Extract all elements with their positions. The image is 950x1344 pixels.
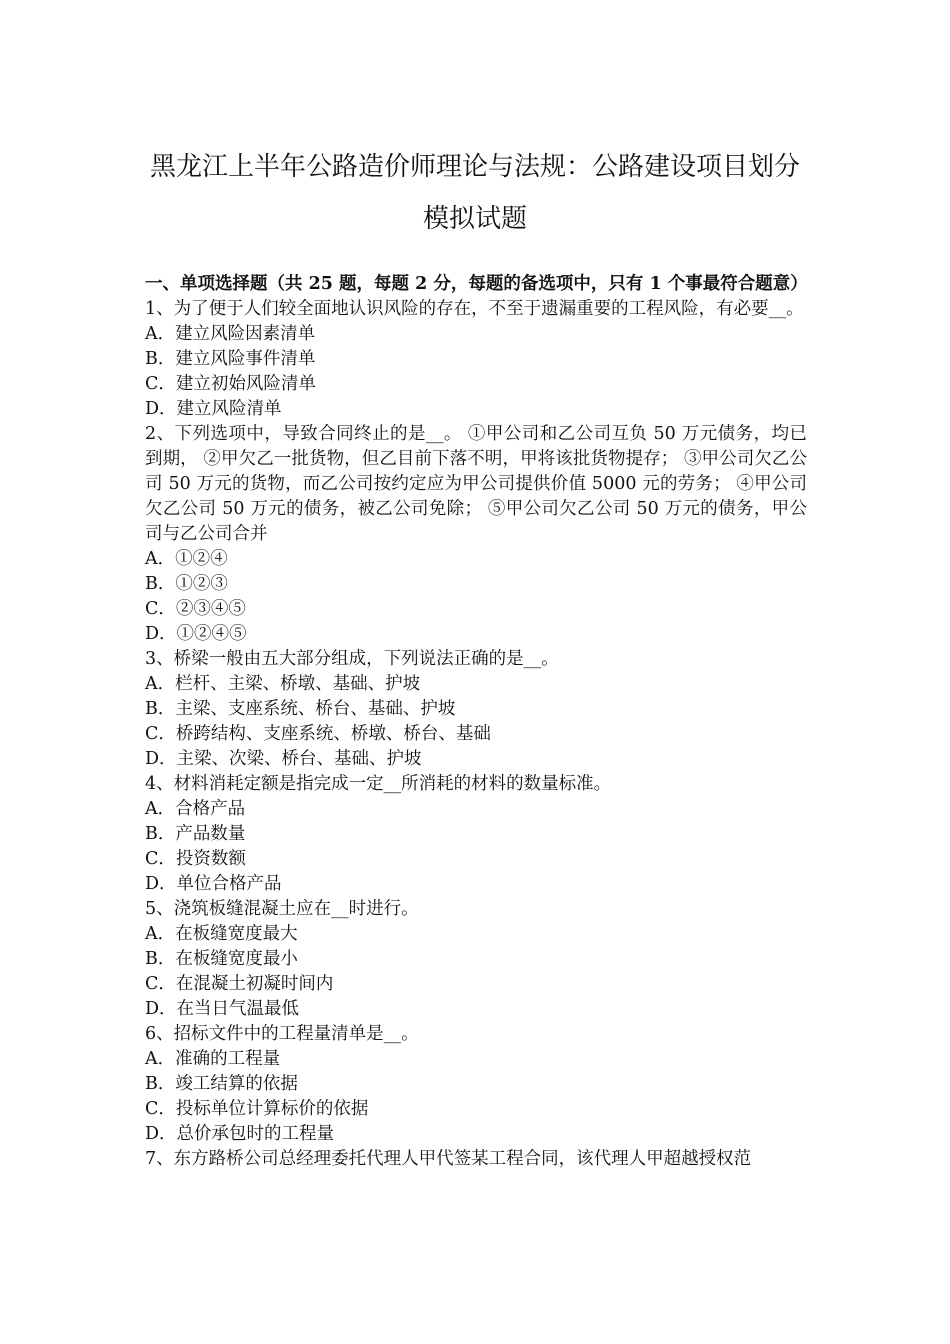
question-4	[145, 772, 807, 897]
question-text: 1、为了便于人们较全面地认识风险的存在，不至于遗漏重要的工程风险，有必要__。	[145, 299, 804, 319]
document-body	[145, 272, 807, 1172]
document-title-line-2: 模拟试题	[422, 204, 527, 234]
option-d: D．在当日气温最低	[145, 999, 300, 1019]
option-a: A．①②④	[145, 549, 228, 569]
option-b: B．①②③	[145, 574, 228, 594]
option-b: B．主梁、支座系统、桥台、基础、护坡	[145, 699, 456, 719]
option-c: C．②③④⑤	[145, 599, 246, 619]
option-a: A．准确的工程量	[145, 1049, 281, 1069]
question-2	[145, 422, 807, 647]
option-d: D．主梁、次梁、桥台、基础、护坡	[145, 749, 422, 769]
question-6	[145, 1022, 807, 1147]
option-c: C．在混凝土初凝时间内	[145, 974, 334, 994]
option-a: A．栏杆、主梁、桥墩、基础、护坡	[145, 674, 421, 694]
option-a: A．建立风险因素清单	[145, 324, 316, 344]
question-3	[145, 647, 807, 772]
option-d: D．总价承包时的工程量	[145, 1124, 335, 1144]
option-c: C．桥跨结构、支座系统、桥墩、桥台、基础	[145, 724, 491, 744]
section-heading: 一、单项选择题（共 25 题，每题 2 分，每题的备选项中，只有 1 个事最符合题意）	[145, 274, 808, 294]
document-title-line-1: 黑龙江上半年公路造价师理论与法规：公路建设项目划分	[149, 152, 800, 182]
option-c: C．建立初始风险清单	[145, 374, 316, 394]
option-a: A．在板缝宽度最大	[145, 924, 298, 944]
question-text: 5、浇筑板缝混凝土应在__时进行。	[145, 899, 419, 919]
option-b: B．产品数量	[145, 824, 246, 844]
option-b: B．建立风险事件清单	[145, 349, 316, 369]
option-d: D．建立风险清单	[145, 399, 282, 419]
option-d: D．单位合格产品	[145, 874, 282, 894]
option-c: C．投资数额	[145, 849, 246, 869]
option-d: D．①②④⑤	[145, 624, 247, 644]
question-1	[145, 297, 807, 422]
question-7	[145, 1147, 807, 1172]
question-text: 3、桥梁一般由五大部分组成，下列说法正确的是__。	[145, 649, 559, 669]
question-text: 4、材料消耗定额是指完成一定__所消耗的材料的数量标准。	[145, 774, 612, 794]
question-5	[145, 897, 807, 1022]
option-b: B．在板缝宽度最小	[145, 949, 298, 969]
question-text: 7、东方路桥公司总经理委托代理人甲代签某工程合同，该代理人甲超越授权范	[145, 1149, 752, 1169]
option-a: A．合格产品	[145, 799, 246, 819]
option-b: B．竣工结算的依据	[145, 1074, 298, 1094]
question-text: 6、招标文件中的工程量清单是__。	[145, 1024, 419, 1044]
question-text: 2、下列选项中，导致合同终止的是__。 ①甲公司和乙公司互负 50 万元债务，均已到期， ②甲欠乙一批货物，但乙目前下落不明，甲将该批货物提存； ③甲公司欠乙公司 50 万元的货物，而乙公司按约定应为甲公司提供价值 5000 元的劳务； ④甲公司欠乙公司 50 万元的债务，被乙公司免除； ⑤甲公司欠乙公司 50 万元的债务，甲公司与乙公司合并	[145, 424, 807, 544]
option-c: C．投标单位计算标价的依据	[145, 1099, 369, 1119]
